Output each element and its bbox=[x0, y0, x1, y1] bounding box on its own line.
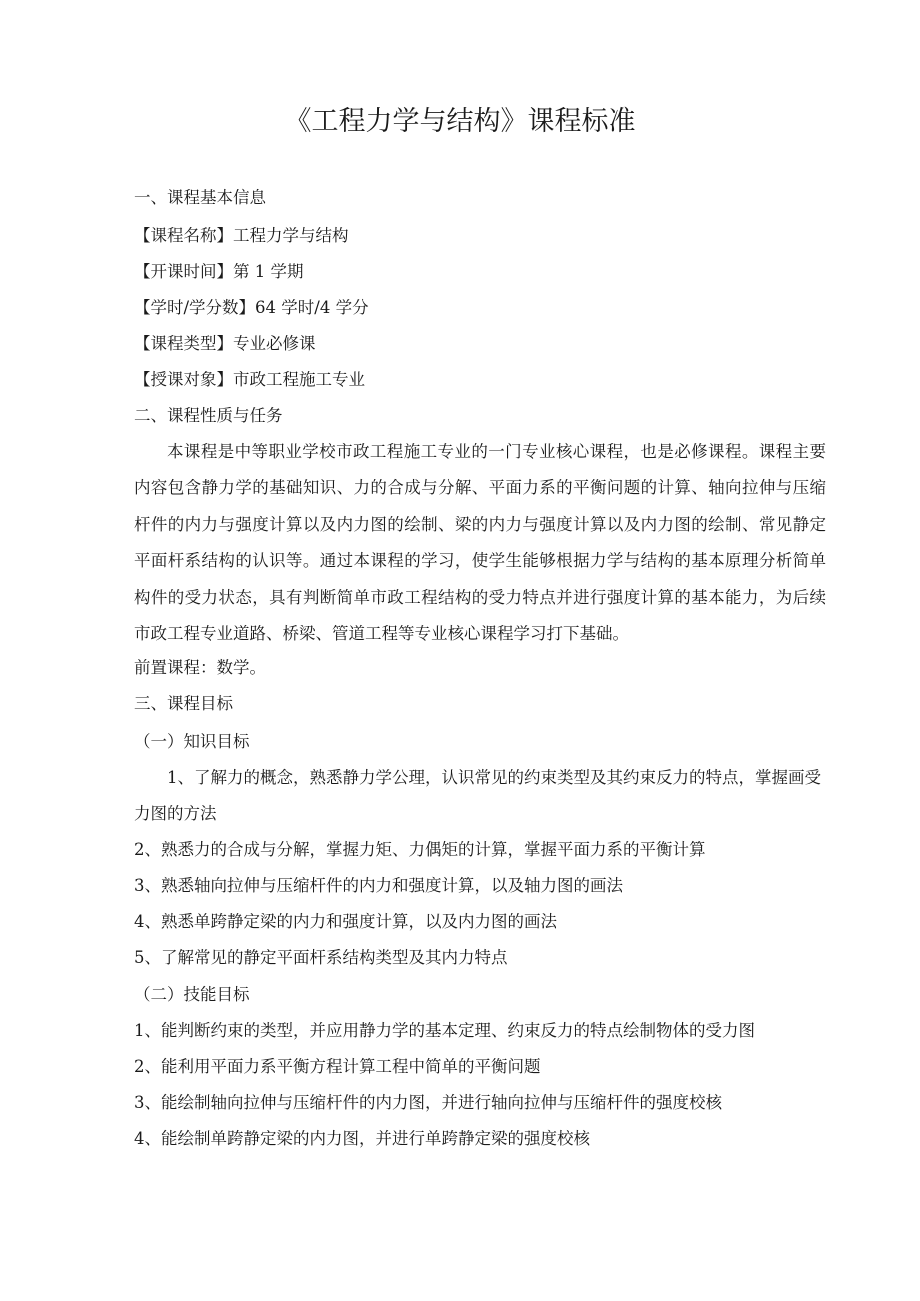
knowledge-goal-item: 5、了解常见的静定平面杆系结构类型及其内力特点 bbox=[134, 948, 508, 967]
knowledge-goal-item: 1、了解力的概念，熟悉静力学公理，认识常见的约束类型及其约束反力的特点，掌握画受力图的方法 bbox=[134, 768, 821, 824]
info-course-name: 【课程名称】工程力学与结构 bbox=[134, 226, 349, 245]
knowledge-goals-heading: （一）知识目标 bbox=[134, 732, 250, 751]
knowledge-goal-item: 3、熟悉轴向拉伸与压缩杆件的内力和强度计算，以及轴力图的画法 bbox=[134, 876, 623, 895]
section3-heading: 三、课程目标 bbox=[134, 694, 233, 713]
prerequisite-text: 前置课程：数学。 bbox=[134, 658, 266, 677]
skill-goal-item: 4、能绘制单跨静定梁的内力图，并进行单跨静定梁的强度校核 bbox=[134, 1129, 590, 1148]
document-title: 《工程力学与结构》课程标准 bbox=[284, 106, 636, 137]
info-semester: 【开课时间】第 1 学期 bbox=[134, 262, 304, 281]
knowledge-goal-item: 2、熟悉力的合成与分解，掌握力矩、力偶矩的计算，掌握平面力系的平衡计算 bbox=[134, 840, 706, 859]
course-nature-paragraph: 本课程是中等职业学校市政工程施工专业的一门专业核心课程，也是必修课程。课程主要内容包含静力学的基础知识、力的合成与分解、平面力系的平衡问题的计算、轴向拉伸与压缩杆件的内力与强度计算以及内力图的绘制、梁的内力与强度计算以及内力图的绘制、常见静定平面杆系结构的认识等。通过本课程的学习，使学生能够根据力学与结构的基本原理分析简单构件的受力状态，具有判断简单市政工程结构的受力特点并进行强度计算的基本能力，为后续市政工程专业道路、桥梁、管道工程等专业核心课程学习打下基础。 bbox=[134, 442, 826, 644]
skill-goal-item: 3、能绘制轴向拉伸与压缩杆件的内力图，并进行轴向拉伸与压缩杆件的强度校核 bbox=[134, 1093, 722, 1112]
info-audience: 【授课对象】市政工程施工专业 bbox=[134, 370, 365, 389]
skill-goal-item: 1、能判断约束的类型，并应用静力学的基本定理、约束反力的特点绘制物体的受力图 bbox=[134, 1021, 755, 1040]
section2-heading: 二、课程性质与任务 bbox=[134, 406, 283, 425]
skill-goal-item: 2、能利用平面力系平衡方程计算工程中简单的平衡问题 bbox=[134, 1057, 541, 1076]
knowledge-goal-item: 4、熟悉单跨静定梁的内力和强度计算，以及内力图的画法 bbox=[134, 912, 557, 931]
info-hours-credits: 【学时/学分数】64 学时/4 学分 bbox=[134, 298, 369, 317]
section1-heading: 一、课程基本信息 bbox=[134, 188, 266, 207]
info-course-type: 【课程类型】专业必修课 bbox=[134, 334, 316, 353]
skill-goals-heading: （二）技能目标 bbox=[134, 985, 250, 1004]
